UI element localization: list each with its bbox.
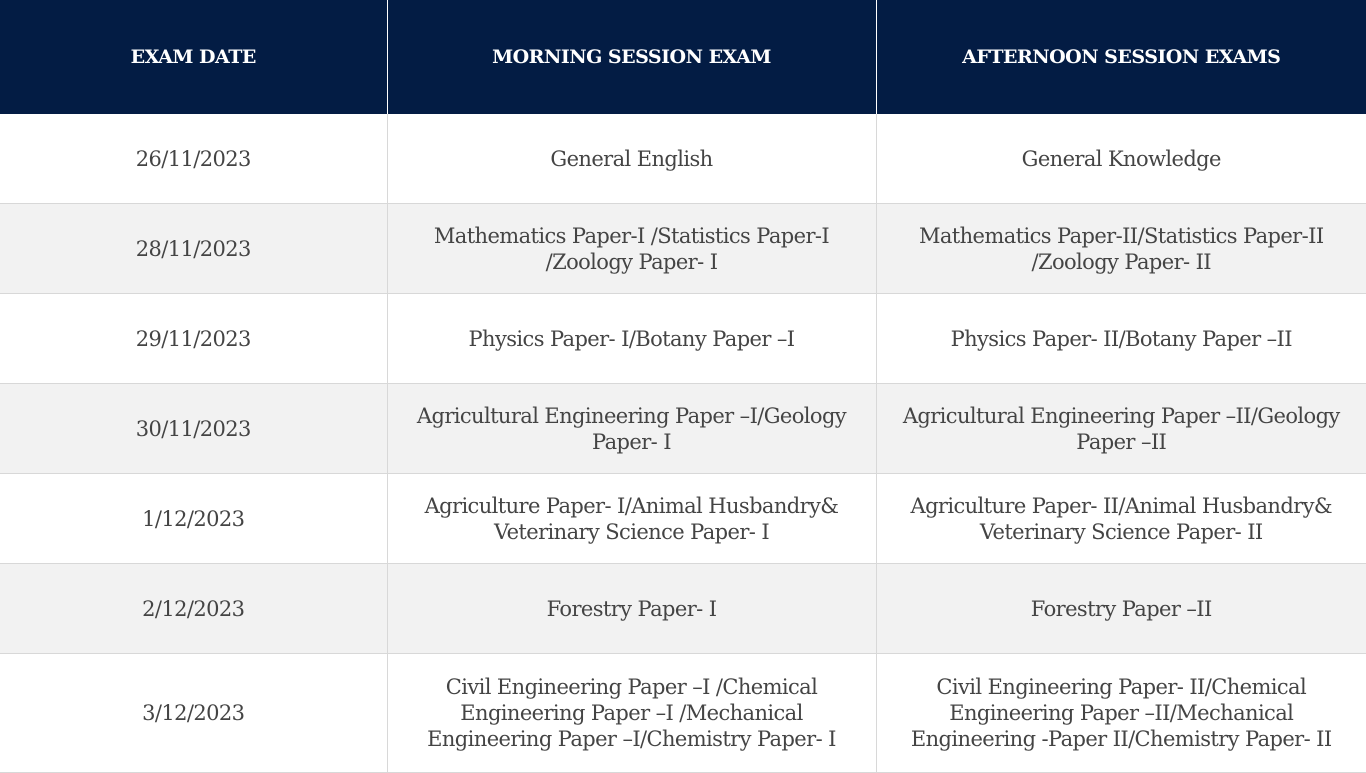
afternoon-exam-cell: Agriculture Paper- II/Animal Husbandry& Veterinary Science Paper- II [876,474,1366,564]
exam-date-cell: 30/11/2023 [0,384,387,474]
morning-exam-cell: Agricultural Engineering Paper –I/Geology Paper- I [387,384,876,474]
exam-date-cell: 28/11/2023 [0,204,387,294]
morning-exam-cell: Civil Engineering Paper –I /Chemical Engineering Paper –I /Mechanical Engineering Paper –I/Chemistry Paper- I [387,654,876,773]
exam-date-cell: 3/12/2023 [0,654,387,773]
table-header [0,0,1366,114]
table-row [0,204,1366,294]
afternoon-exam-cell: Civil Engineering Paper- II/Chemical Engineering Paper –II/Mechanical Engineering -Paper II/Chemistry Paper- II [876,654,1366,773]
table-row [0,114,1366,204]
afternoon-exam-cell: Forestry Paper –II [876,564,1366,654]
morning-exam-cell: Mathematics Paper-I /Statistics Paper-I /Zoology Paper- I [387,204,876,294]
header-exam-date: EXAM DATE [0,0,387,114]
table-row [0,564,1366,654]
afternoon-exam-cell: General Knowledge [876,114,1366,204]
table-row [0,294,1366,384]
table-row [0,654,1366,773]
morning-exam-cell: Agriculture Paper- I/Animal Husbandry& Veterinary Science Paper- I [387,474,876,564]
header-afternoon-session: AFTERNOON SESSION EXAMS [876,0,1366,114]
exam-date-cell: 26/11/2023 [0,114,387,204]
morning-exam-cell: General English [387,114,876,204]
table-row [0,384,1366,474]
morning-exam-cell: Physics Paper- I/Botany Paper –I [387,294,876,384]
afternoon-exam-cell: Mathematics Paper-II/Statistics Paper-II /Zoology Paper- II [876,204,1366,294]
afternoon-exam-cell: Physics Paper- II/Botany Paper –II [876,294,1366,384]
exam-date-cell: 29/11/2023 [0,294,387,384]
header-morning-session: MORNING SESSION EXAM [387,0,876,114]
morning-exam-cell: Forestry Paper- I [387,564,876,654]
header-row [0,0,1366,114]
afternoon-exam-cell: Agricultural Engineering Paper –II/Geology Paper –II [876,384,1366,474]
table-body [0,114,1366,773]
exam-date-cell: 2/12/2023 [0,564,387,654]
exam-date-cell: 1/12/2023 [0,474,387,564]
table-row [0,474,1366,564]
